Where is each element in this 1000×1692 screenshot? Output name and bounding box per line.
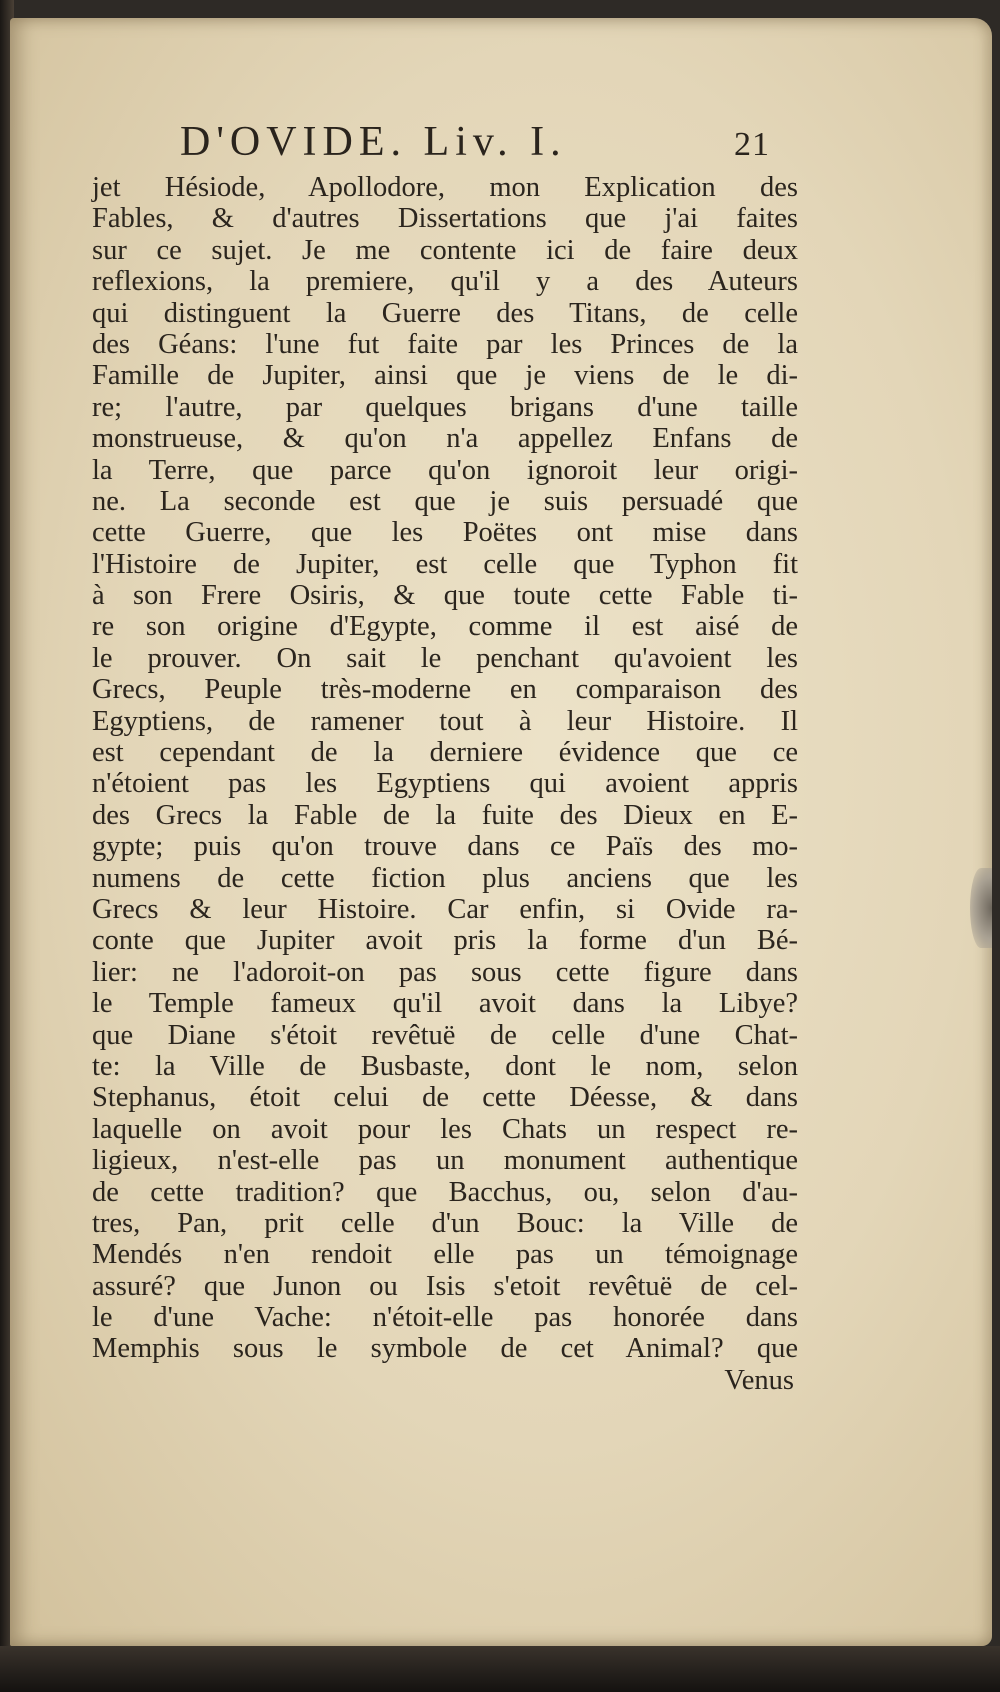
text-line: le Temple fameux qu'il avoit dans la Libye? bbox=[92, 988, 798, 1020]
text-line: des Géans: l'une fut faite par les Princes de la bbox=[92, 328, 798, 360]
text-line: re son origine d'Egypte, comme il est aisé de bbox=[92, 611, 798, 643]
text-line: re; l'autre, par quelques brigans d'une taille bbox=[92, 391, 798, 423]
text-line: ne. La seconde est que je suis persuadé que bbox=[92, 485, 798, 517]
text-line: l'Histoire de Jupiter, est celle que Typhon fit bbox=[92, 548, 798, 580]
text-line: qui distinguent la Guerre des Titans, de celle bbox=[92, 297, 798, 329]
text-line: Grecs, Peuple très-moderne en comparaison des bbox=[92, 674, 798, 706]
text-line: numens de cette fiction plus anciens que les bbox=[92, 862, 798, 894]
text-line: Egyptiens, de ramener tout à leur Histoire. Il bbox=[92, 705, 798, 737]
text-line: lier: ne l'adoroit-on pas sous cette figure dans bbox=[92, 956, 798, 988]
text-line: Mendés n'en rendoit elle pas un témoignage bbox=[92, 1239, 798, 1271]
text-line: cette Guerre, que les Poëtes ont mise dans bbox=[92, 517, 798, 549]
text-line: Memphis sous le symbole de cet Animal? que bbox=[92, 1333, 798, 1365]
text-line: la Terre, que parce qu'on ignoroit leur origi- bbox=[92, 454, 798, 486]
text-line: laquelle on avoit pour les Chats un respect re- bbox=[92, 1113, 798, 1145]
text-line: Stephanus, étoit celui de cette Déesse, & dans bbox=[92, 1082, 798, 1114]
body-text bbox=[92, 172, 798, 1396]
text-line: Famille de Jupiter, ainsi que je viens de le di- bbox=[92, 360, 798, 392]
running-title: D'OVIDE. Liv. I. bbox=[180, 119, 567, 165]
text-line: le d'une Vache: n'étoit-elle pas honorée dans bbox=[92, 1302, 798, 1334]
catchword: Venus bbox=[724, 1364, 794, 1396]
text-line: te: la Ville de Busbaste, dont le nom, selon bbox=[92, 1050, 798, 1082]
text-line: ligieux, n'est-elle pas un monument authentique bbox=[92, 1145, 798, 1177]
text-line: de cette tradition? que Bacchus, ou, selon d'au- bbox=[92, 1176, 798, 1208]
text-line: des Grecs la Fable de la fuite des Dieux en E- bbox=[92, 799, 798, 831]
page-fold bbox=[970, 868, 992, 948]
text-line: reflexions, la premiere, qu'il y a des Auteurs bbox=[92, 266, 798, 298]
page-number: 21 bbox=[734, 126, 770, 163]
text-line: le prouver. On sait le penchant qu'avoient les bbox=[92, 642, 798, 674]
text-line: sur ce sujet. Je me contente ici de faire deux bbox=[92, 234, 798, 266]
text-line: n'étoient pas les Egyptiens qui avoient appris bbox=[92, 768, 798, 800]
text-line: tres, Pan, prit celle d'un Bouc: la Ville de bbox=[92, 1207, 798, 1239]
text-line: est cependant de la derniere évidence que ce bbox=[92, 737, 798, 769]
text-line: Grecs & leur Histoire. Car enfin, si Ovide ra- bbox=[92, 893, 798, 925]
text-line: conte que Jupiter avoit pris la forme d'un Bé- bbox=[92, 925, 798, 957]
text-line: gypte; puis qu'on trouve dans ce Païs des mo- bbox=[92, 831, 798, 863]
text-line: jet Hésiode, Apollodore, mon Explication des bbox=[92, 172, 798, 203]
text-line: monstrueuse, & qu'on n'a appellez Enfans de bbox=[92, 423, 798, 455]
scan-bottom-edge bbox=[0, 1646, 1000, 1692]
running-header bbox=[180, 118, 770, 178]
text-line: que Diane s'étoit revêtuë de celle d'une Chat- bbox=[92, 1019, 798, 1051]
text-line: assuré? que Junon ou Isis s'etoit revêtuë de cel- bbox=[92, 1270, 798, 1302]
text-line: Fables, & d'autres Dissertations que j'ai faites bbox=[92, 203, 798, 235]
text-line: à son Frere Osiris, & que toute cette Fable ti- bbox=[92, 580, 798, 612]
